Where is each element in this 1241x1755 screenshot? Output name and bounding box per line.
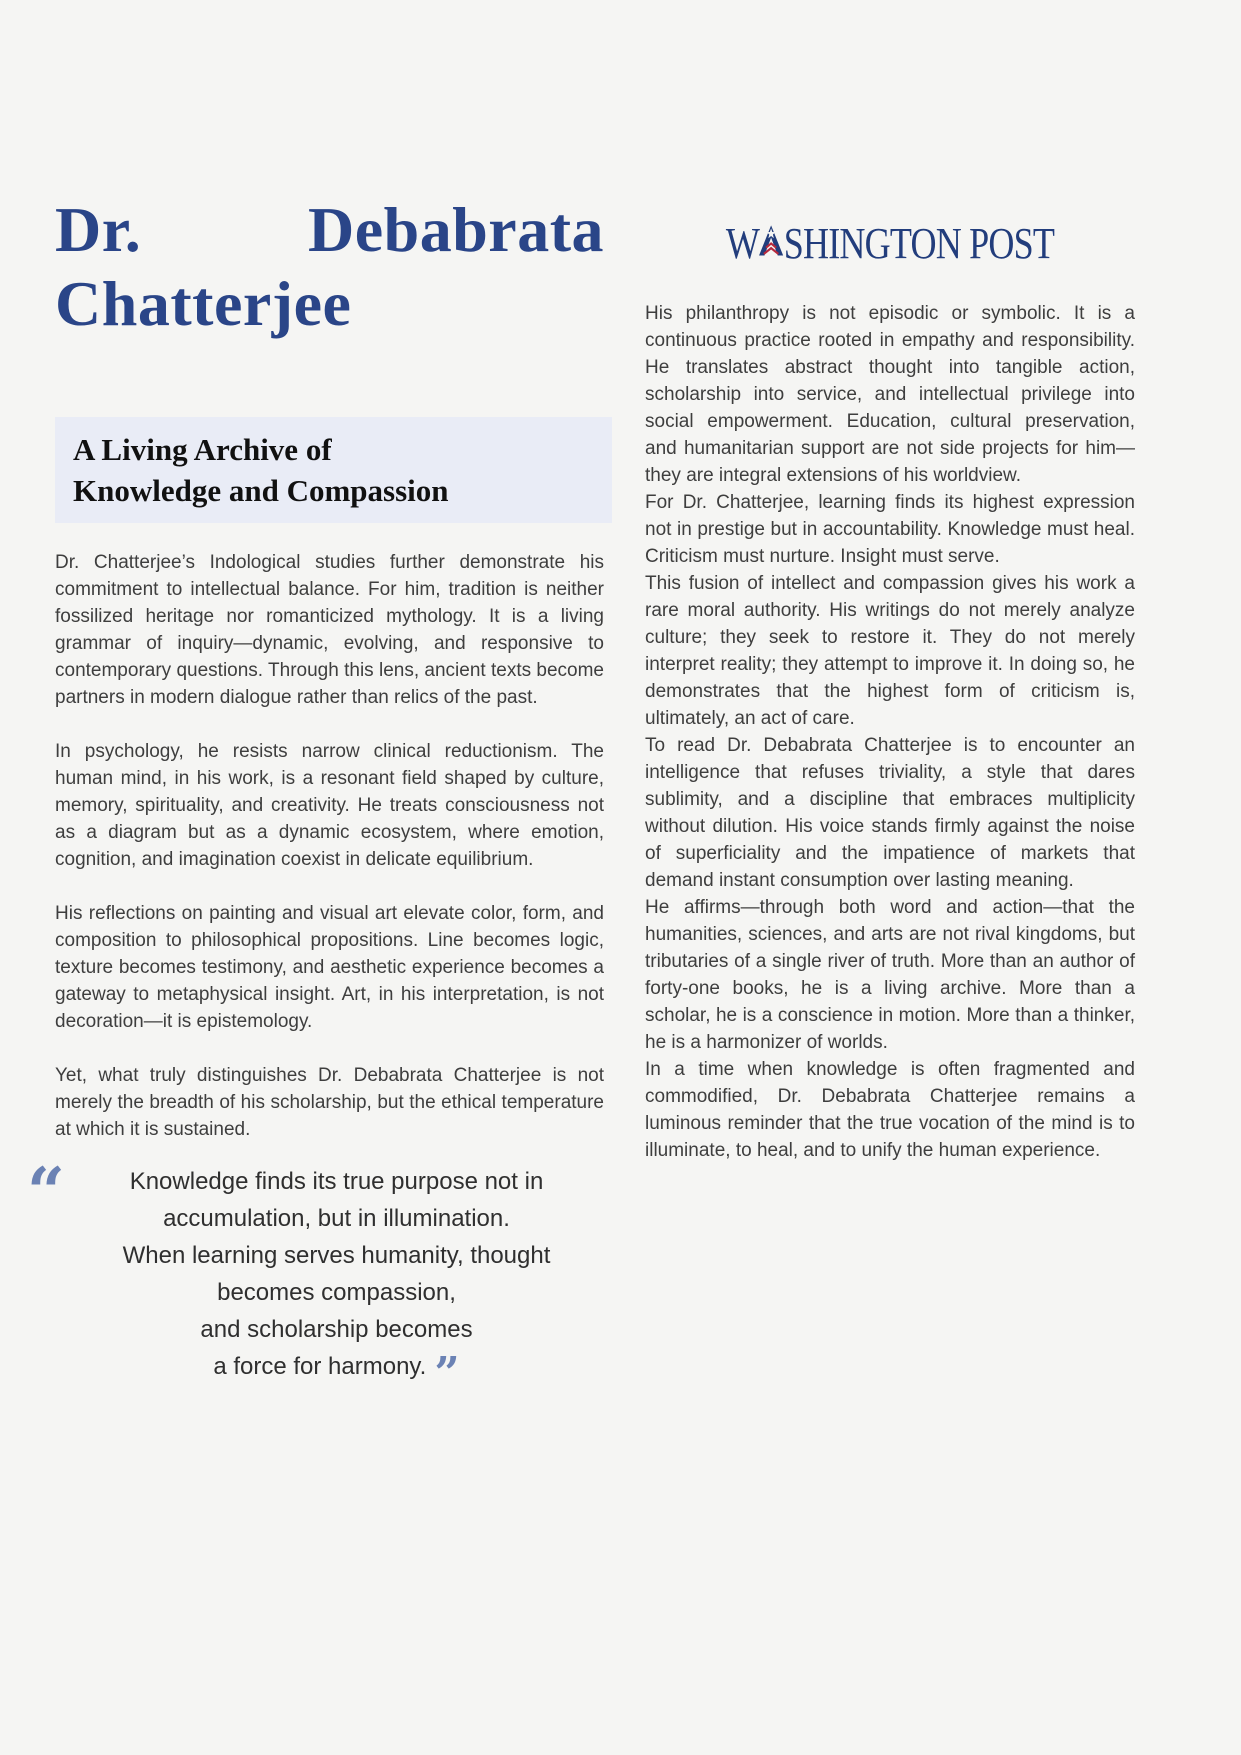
subtitle-line2: Knowledge and Compassion [73,473,449,508]
quote-line: becomes compassion, [217,1279,456,1306]
open-quote-icon: “ [27,1153,65,1231]
close-quote-icon: ” [434,1348,460,1399]
left-paragraph-1: Dr. Chatterjee’s Indological studies further demonstrate his commitment to intellectual balance. For him, tradition is neither fossilized heritage nor romanticized mythology. It is a living grammar of inquiry—dynamic, evolving, and responsive to contemporary questions. Through this lens, ancient texts become partners in modern dialogue rather than relics of the past. [55,552,604,708]
quote-line: and scholarship becomes [200,1316,473,1343]
right-paragraph-3: This fusion of intellect and compassion gives his work a rare moral authority. His writings do not merely analyze culture; they seek to restore it. They do not merely interpret reality; they attempt to improve it. In doing so, he demonstrates that the highest form of criticism is, ultimately, an act of care. [645,573,1135,729]
monument-a-icon [758,222,786,258]
left-paragraph-3: His reflections on painting and visual art elevate color, form, and composition to philosophical propositions. Line becomes logic, texture becomes testimony, and aesthetic experience becomes a gateway to metaphysical insight. Art, in his interpretation, is not decoration—it is epistemology. [55,903,604,1032]
page-title-line2: Chatterjee [55,268,352,339]
left-paragraph-2: In psychology, he resists narrow clinical reductionism. The human mind, in his work, is a resonant field shaped by culture, memory, spirituality, and creativity. He treats consciousness not as a diagram but as a dynamic ecosystem, where emotion, cognition, and imagination coexist in delicate equilibrium. [55,741,604,870]
pull-quote [27,1153,604,1399]
left-column [27,0,604,1399]
quote-line: When learning serves humanity, thought [122,1242,551,1269]
washington-post-logo [689,219,1091,268]
right-paragraph-5: He affirms—through both word and action—that the humanities, sciences, and arts are not rival kingdoms, but tributaries of a single river of truth. More than an author of forty-one books, he is a living archive. More than a scholar, he is a conscience in motion. More than a thinker, he is a harmonizer of worlds. [645,897,1135,1053]
quote-line: accumulation, but in illumination. [163,1205,510,1232]
right-column [645,0,1135,1164]
right-paragraph-2: For Dr. Chatterjee, learning finds its highest expression not in prestige but in accountability. Knowledge must heal. Criticism must nurture. Insight must serve. [645,492,1135,567]
left-paragraph-4: Yet, what truly distinguishes Dr. Debabrata Chatterjee is not merely the breadth of his scholarship, but the ethical temperature at which it is sustained. [55,1065,604,1140]
right-paragraph-6: In a time when knowledge is often fragmented and commodified, Dr. Debabrata Chatterjee remains a luminous reminder that the true vocation of the mind is to illuminate, to heal, and to unify the human experience. [645,1059,1135,1161]
logo-text-suffix: SHINGTON POST [783,219,1055,268]
logo-text-prefix: W [725,219,760,268]
page-title [55,193,604,341]
right-paragraph-1: His philanthropy is not episodic or symbolic. It is a continuous practice rooted in empathy and responsibility. He translates abstract thought into tangible action, scholarship into service, and intellectual privilege into social empowerment. Education, cultural preservation, and humanitarian support are not side projects for him—they are integral extensions of his worldview. [645,303,1135,486]
quote-last-line [69,1348,604,1399]
subtitle-banner [55,417,612,523]
quote-line: Knowledge finds its true purpose not in [129,1168,544,1195]
right-paragraph-4: To read Dr. Debabrata Chatterjee is to encounter an intelligence that refuses triviality, a style that dares sublimity, and a discipline that embraces multiplicity without dilution. His voice stands firmly against the noise of superficiality and the impatience of markets that demand instant consumption over lasting meaning. [645,735,1135,891]
subtitle-line1: A Living Archive of [73,432,332,467]
page-title-line1: Dr. Debabrata [55,194,604,265]
quote-line: a force for harmony. [213,1353,427,1380]
